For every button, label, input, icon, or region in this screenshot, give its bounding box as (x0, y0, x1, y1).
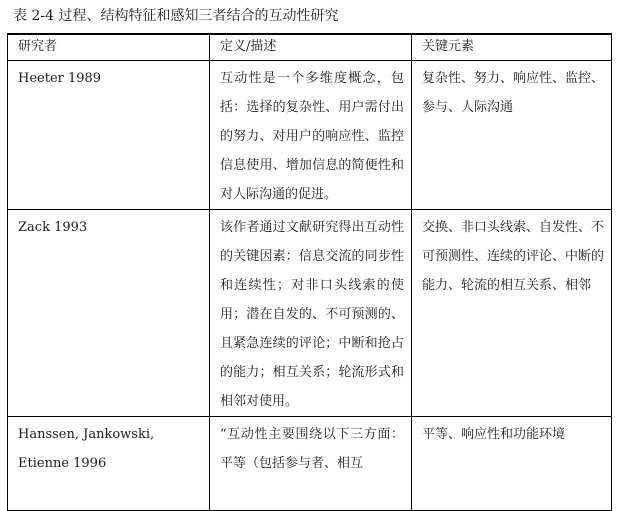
cell-definition: 互动性是一个多维度概念，包括：选择的复杂性、用户需付出的努力、对用户的响应性、监控信息使用、增加信息的简便性和对人际沟通的促进。 (210, 61, 412, 210)
header-researcher: 研究者 (8, 34, 210, 61)
cell-researcher: Heeter 1989 (8, 61, 210, 210)
literature-table (7, 33, 612, 511)
table-row (8, 61, 612, 210)
cell-key-elements: 复杂性、努力、响应性、监控、参与、人际沟通 (412, 61, 612, 210)
header-definition: 定义/描述 (210, 34, 412, 61)
table-row (8, 417, 612, 511)
cell-definition: “互动性主要围绕以下三方面：平等（包括参与者、相互 (210, 417, 412, 511)
table-header-row (8, 34, 612, 61)
cell-key-elements: 平等、响应性和功能环境 (412, 417, 612, 511)
cell-researcher: Zack 1993 (8, 210, 210, 417)
table-row (8, 210, 612, 417)
cell-key-elements: 交换、非口头线索、自发性、不可预测性、连续的评论、中断的能力、轮流的相互关系、相邻 (412, 210, 612, 417)
cell-researcher: Hanssen, Jankowski, Etienne 1996 (8, 417, 210, 511)
header-key-elements: 关键元素 (412, 34, 612, 61)
cell-definition: 该作者通过文献研究得出互动性的关键因素：信息交流的同步性和连续性；对非口头线索的使用；潜在自发的、不可预测的、且紧急连续的评论；中断和抢占的能力；相互关系；轮流形式和相邻对使用。 (210, 210, 412, 417)
table-caption: 表 2-4 过程、结构特征和感知三者结合的互动性研究 (13, 8, 339, 24)
